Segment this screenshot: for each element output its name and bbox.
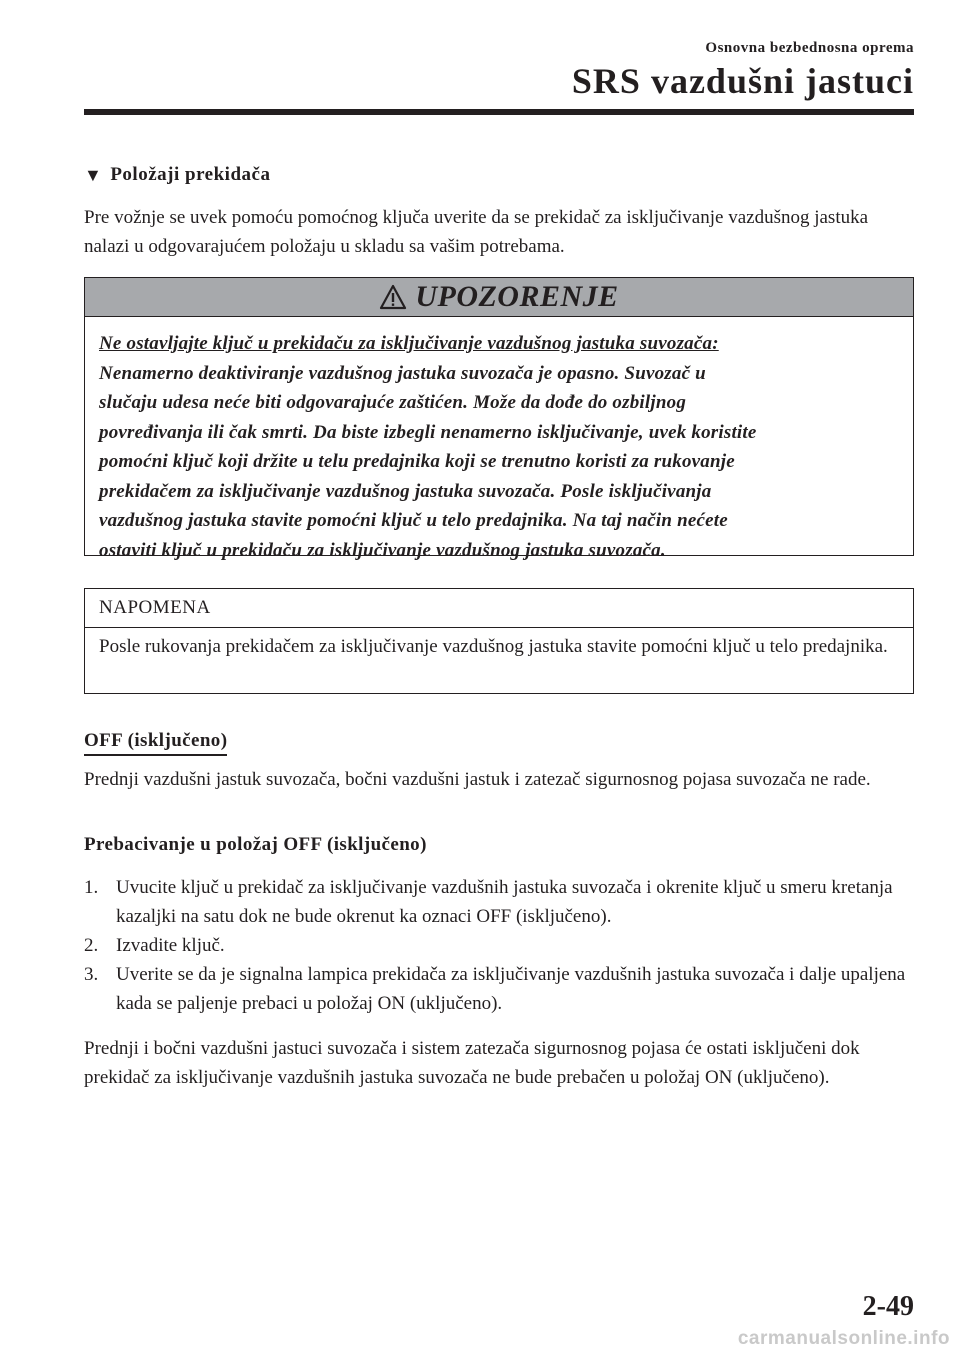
step-text: Izvadite ključ. [116, 935, 225, 956]
off-title: OFF (isključeno) [84, 729, 227, 756]
warning-title: UPOZORENJE [415, 280, 619, 313]
step-text: Uverite se da je signalna lampica prekidača za isključivanje vazdušnih jastuka suvozača i dalje upaljena kada se paljenje prebaci u položaj ON (uključeno). [116, 964, 906, 1014]
header-rule [84, 109, 914, 115]
closing-paragraph: Prednji i bočni vazdušni jastuci suvozača i sistem zatezača sigurnosnog pojasa će ostati isključeni dok prekidač za isključivanje vazdušnih jastuka suvozača ne bude prebačen u položaj ON (uključeno). [84, 1038, 860, 1088]
warning-line: vazdušnog jastuka stavite pomoćni ključ u telo predajnika. Na taj način nećete [99, 510, 728, 531]
step-number: 2. [84, 935, 99, 956]
chapter-title: SRS vazdušni jastuci [571, 61, 914, 101]
list-item [84, 960, 914, 1018]
off-description: Prednji vazdušni jastuk suvozača, bočni vazdušni jastuk i zatezač sigurnosnog pojasa suvozača ne rade. [84, 769, 871, 790]
warning-line: slučaju udesa neće biti odgovarajuće zaštićen. Može da dođe do ozbiljnog [99, 392, 687, 413]
chapter-subtitle: Osnovna bezbednosna oprema [705, 40, 914, 56]
step-number: 1. [84, 877, 99, 898]
warning-line: prekidačem za isključivanje vazdušnog jastuka suvozača. Posle isključivanja [99, 480, 712, 502]
warning-box [84, 277, 914, 561]
watermark: carmanualsonline.info [737, 1328, 950, 1349]
list-item [84, 873, 914, 931]
warning-body [85, 317, 913, 565]
page-number: 2-49 [862, 1291, 914, 1322]
triangle-down-icon: ▼ [84, 164, 103, 185]
procedure-title: Prebacivanje u položaj OFF (isključeno) [84, 834, 427, 855]
note-box [84, 588, 914, 694]
step-number: 3. [84, 964, 99, 985]
warning-line: povređivanja ili čak smrti. Da biste izbegli nenamerno isključivanje, uvek koristite [99, 421, 757, 443]
step-text: Uvucite ključ u prekidač za isključivanje vazdušnih jastuka suvozača i okrenite ključ u smeru kretanja kazaljki na satu dok ne bude okrenut ka oznaci OFF (isključeno). [116, 877, 893, 927]
warning-line: Nenamerno deaktiviranje vazdušnog jastuka suvozača je opasno. Suvozač u [99, 362, 706, 384]
note-body: Posle rukovanja prekidačem za isključivanje vazdušnog jastuka stavite pomoćni ključ u telo predajnika. [99, 636, 888, 657]
list-item [84, 931, 914, 960]
warning-line: ostaviti ključ u prekidaču za isključivanje vazdušnog jastuka suvozača. [99, 539, 666, 561]
warning-triangle-icon [379, 284, 407, 310]
procedure-steps [84, 873, 914, 1018]
section-title: Položaji prekidača [110, 164, 271, 185]
section-heading [84, 164, 270, 186]
warning-line: Ne ostavljajte ključ u prekidaču za isključivanje vazdušnog jastuka suvozača: [99, 333, 719, 354]
section-intro: Pre vožnje se uvek pomoću pomoćnog ključa uverite da se prekidač za isključivanje vazdušnog jastuka nalazi u odgovarajućem položaju u skladu sa vašim potrebama. [84, 207, 869, 257]
note-title: NAPOMENA [85, 589, 913, 628]
warning-header [85, 278, 913, 317]
warning-line: pomoćni ključ koji držite u telu predajnika koji se trenutno koristi za rukovanje [99, 451, 735, 472]
